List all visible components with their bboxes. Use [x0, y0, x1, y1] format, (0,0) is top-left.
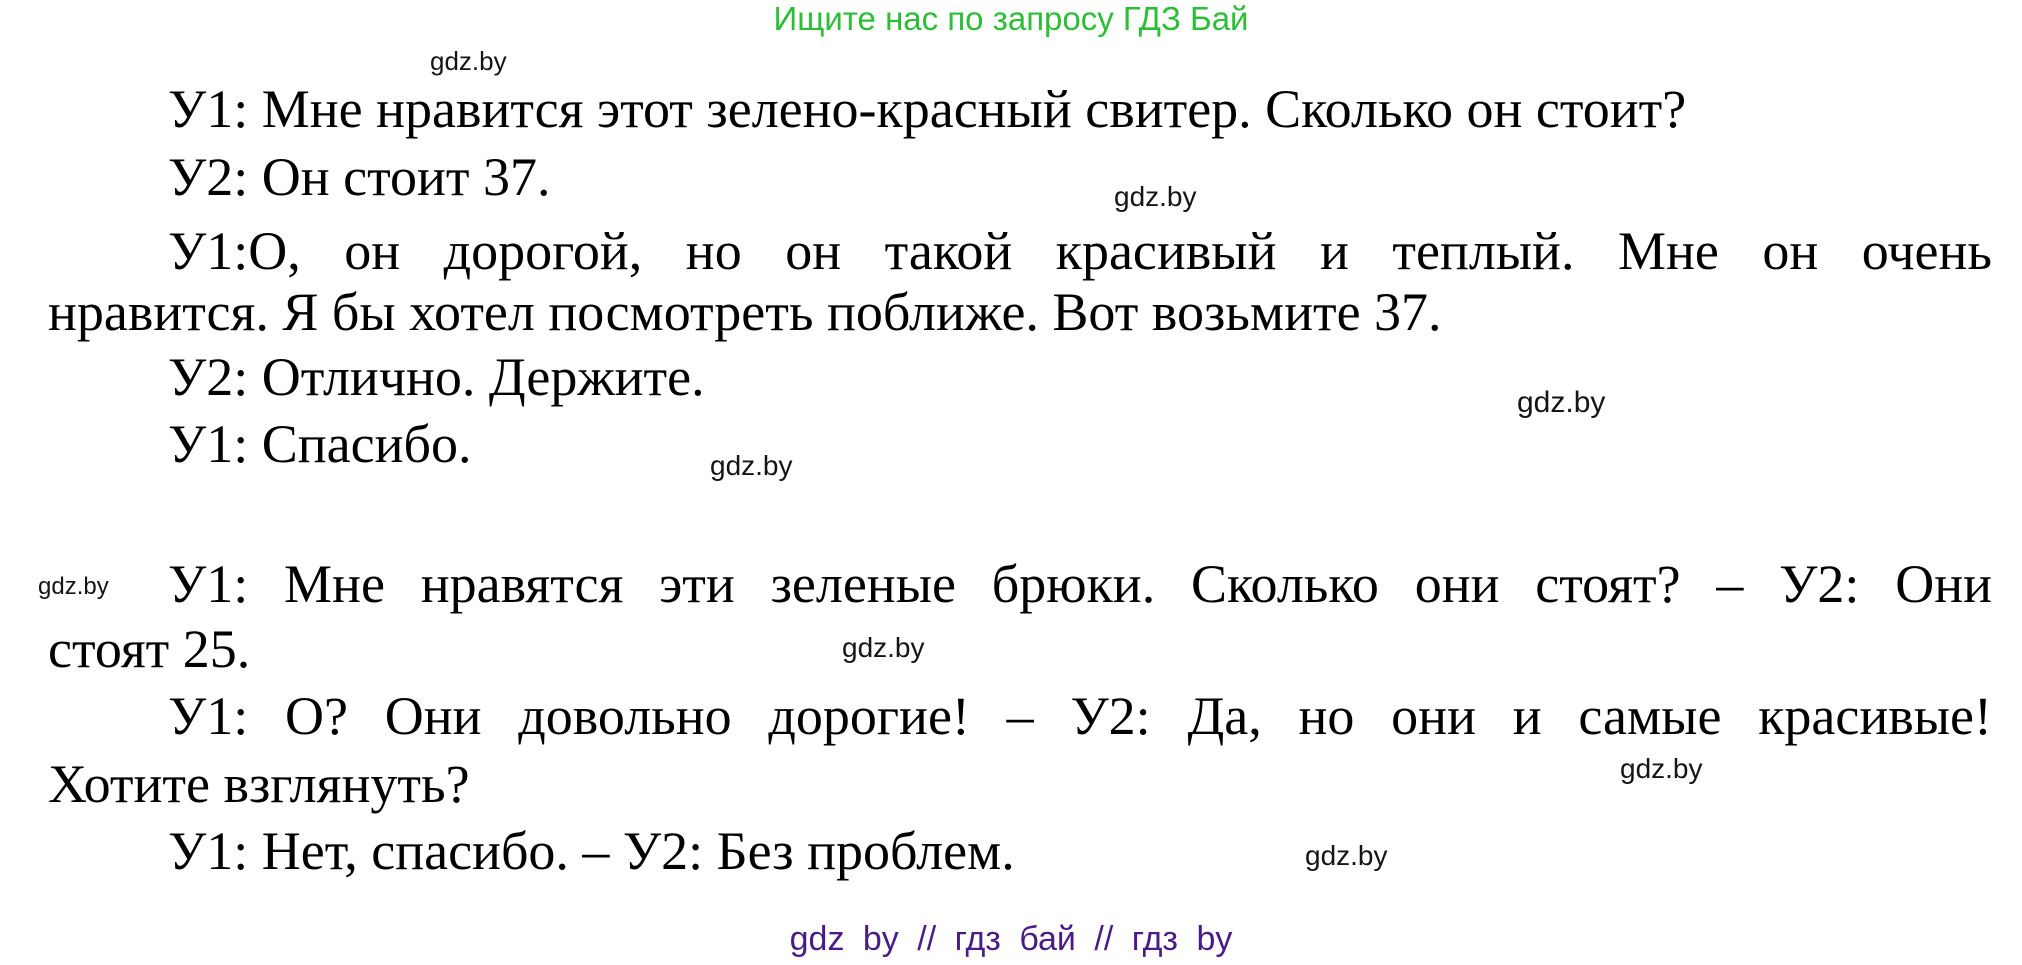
- dialog-line: У1: Мне нравится этот зелено-красный свитер. Сколько он стоит?: [168, 79, 1687, 139]
- gdz-watermark: gdz.by: [1114, 181, 1197, 212]
- gdz-watermark: gdz.by: [38, 573, 109, 600]
- dialog-line: У1: Нет, спасибо. – У2: Без проблем.: [168, 821, 1015, 881]
- gdz-watermark: gdz.by: [710, 450, 793, 481]
- dialog-line: Хотите взглянуть?: [48, 754, 470, 814]
- dialog-line: У1: О? Они довольно дорогие! – У2: Да, но они и самые красивые!: [168, 686, 1992, 746]
- gdz-watermark: gdz.by: [1620, 753, 1703, 784]
- dialog-line: У2: Отлично. Держите.: [168, 347, 705, 407]
- gdz-watermark: gdz.by: [1517, 386, 1606, 419]
- dialog-line: У1: Мне нравятся эти зеленые брюки. Сколько они стоят? – У2: Они: [168, 554, 1992, 614]
- gdz-watermark: gdz.by: [430, 46, 507, 76]
- dialog-line: У1:О, он дорогой, но он такой красивый и теплый. Мне он очень: [168, 221, 1992, 281]
- gdz-watermark: gdz.by: [842, 632, 925, 663]
- dialog-line: У1: Спасибо.: [168, 414, 472, 474]
- dialog-line: стоят 25.: [48, 619, 251, 679]
- dialog-line: нравится. Я бы хотел посмотреть поближе. Вот возьмите 37.: [48, 282, 1442, 342]
- gdz-watermark: gdz.by: [1305, 840, 1388, 871]
- promo-header-text: Ищите нас по запросу ГДЗ Бай: [773, 0, 1249, 37]
- footer-watermark-text: gdz by // гдз бай // гдз by: [789, 920, 1233, 958]
- dialog-line: У2: Он стоит 37.: [168, 147, 551, 207]
